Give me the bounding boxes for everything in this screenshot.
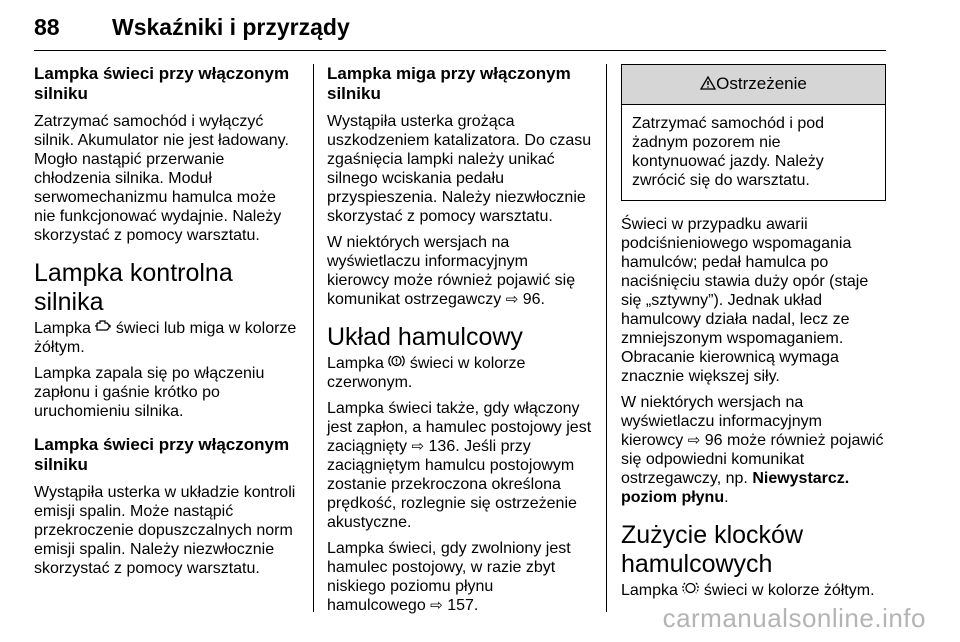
section-title: Zużycie klocków hamulcowych xyxy=(621,521,803,578)
paragraph: W niektórych wersjach na wyświetlaczu informacyjnym kierowcy ⇨ 96 może również pojawić się odpowiedni komunikat ostrzegawczy, np. Niewystarcz. poziom płynu. xyxy=(621,394,884,506)
paragraph: Świeci w przypadku awarii podciśnieniowego wspomagania hamulców; pedał hamulca po naciśnięciu stawia duży opór (staje się „sztywny”). Jednak układ hamulcowy działa nadal, lecz ze zmniejszonym wspomaganiem. Obracanie kierownicą wymaga znacznie większej siły. xyxy=(621,216,869,385)
page-number: 88 xyxy=(34,14,60,40)
engine-check-icon xyxy=(95,319,111,338)
page-header xyxy=(34,14,886,51)
paragraph: Wystąpiła usterka w układzie kontroli emisji spalin. Może nastąpić przekroczenie dopuszczalnych norm emisji spalin. Należy niezwłocznie skorzystać z pomocy warsztatu. xyxy=(34,484,296,577)
paragraph: Wystąpiła usterka grożąca uszkodzeniem katalizatora. Do czasu zgaśnięcia lampki należy unikać silnego wciskania pedału przyspieszenia. Należy niezwłocznie skorzystać z pomocy warsztatu. xyxy=(327,113,592,225)
paragraph: Lampka świeci, gdy zwolniony jest hamulec postojowy, w razie zbyt niskiego poziomu płynu hamulcowego ⇨ 157. xyxy=(327,540,571,614)
section-title: Lampka kontrolna silnika xyxy=(34,259,233,316)
page-title: Wskaźniki i przyrządy xyxy=(112,14,350,40)
watermark: carmanualsonline.info xyxy=(662,603,926,633)
paragraph: Lampka zapala się po włączeniu zapłonu i gaśnie krótko po uruchomieniu silnika. xyxy=(34,365,265,420)
section-heading: Lampka świeci przy włączonym silniku xyxy=(34,64,290,103)
warning-text: Zatrzymać samochód i pod żadnym pozorem nie kontynuować jazdy. Należy zwrócić się do warsztatu. xyxy=(632,115,825,189)
brake-warning-icon xyxy=(388,354,405,373)
column-right xyxy=(621,64,886,607)
display-message: Niewystarcz. poziom płynu xyxy=(621,470,850,506)
brake-pad-icon xyxy=(682,581,699,600)
warning-title: Ostrzeżenie xyxy=(716,74,807,93)
warning-triangle-icon xyxy=(700,74,716,93)
column-divider xyxy=(313,64,314,612)
paragraph: Lampka świeci w kolorze żółtym. xyxy=(621,582,875,599)
column-middle xyxy=(327,64,593,622)
section-heading: Lampka świeci przy włączonym silniku xyxy=(34,435,290,474)
warning-box xyxy=(621,64,886,201)
paragraph: Lampka świeci także, gdy włączony jest zapłon, a hamulec postojowy jest zaciągnięty ⇨ 136. Jeśli przy zaciągniętym hamulcu postojowym zostanie przekroczona określona prędkość, rozlegnie się ostrzeżenie akustyczne. xyxy=(327,400,592,531)
page-reference-icon[interactable]: ⇨ xyxy=(430,597,443,614)
paragraph: W niektórych wersjach na wyświetlaczu informacyjnym kierowcy może również pojawić się komunikat ostrzegawczy ⇨ 96. xyxy=(327,234,576,308)
warning-header xyxy=(622,65,885,105)
column-left xyxy=(34,64,299,585)
paragraph: Lampka świeci w kolorze czerwonym. xyxy=(327,355,526,391)
column-divider xyxy=(606,64,607,612)
paragraph: Lampka świeci lub miga w kolorze żółtym. xyxy=(34,320,297,356)
section-title: Układ hamulcowy xyxy=(327,323,523,351)
section-heading: Lampka miga przy włączonym silniku xyxy=(327,64,571,103)
page-reference-icon[interactable]: ⇨ xyxy=(411,438,425,455)
page-reference-icon[interactable]: ⇨ xyxy=(687,432,701,449)
page-reference-icon[interactable]: ⇨ xyxy=(505,291,519,308)
paragraph: Zatrzymać samochód i wyłączyć silnik. Akumulator nie jest ładowany. Mogło nastąpić przerwanie chłodzenia silnika. Moduł serwomechanizmu hamulca może nie funkcjonować wydajnie. Należy skorzystać z pomocy warsztatu. xyxy=(34,113,289,244)
